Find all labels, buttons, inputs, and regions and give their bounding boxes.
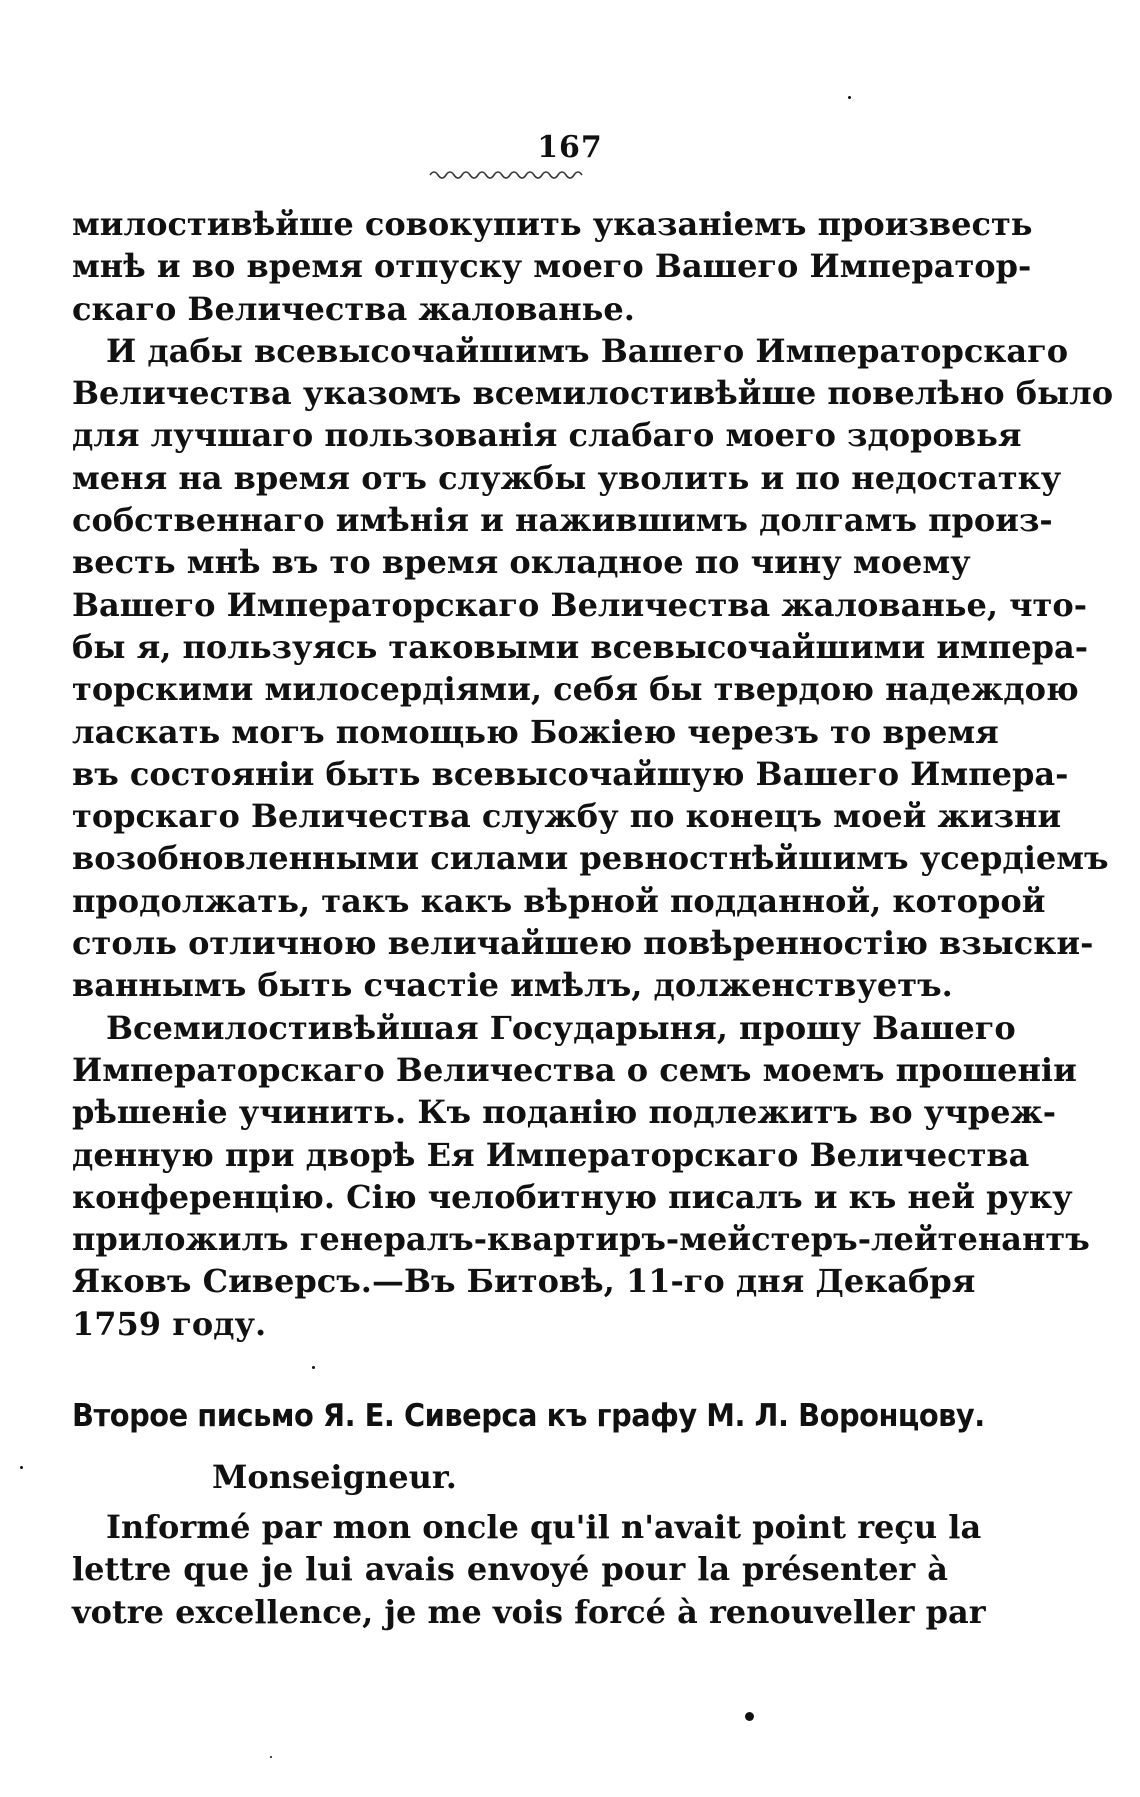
text-line: денную при дворѣ Ея Императорскаго Величества [72, 1135, 1030, 1174]
text-line: Informé par mon oncle qu'il n'avait point reçu la [106, 1508, 982, 1546]
ink-speck [745, 1712, 754, 1721]
text-line: скаго Величества жалованье. [72, 289, 635, 328]
text-line: для лучшаго пользованія слабаго моего здоровья [72, 416, 1022, 455]
wavy-rule-ornament [428, 168, 584, 182]
text-line: приложилъ генералъ-квартиръ-мейстеръ-лейтенантъ [72, 1220, 1090, 1259]
text-line: Яковъ Сиверсъ.—Въ Битовѣ, 11-го дня Декабря [72, 1262, 976, 1301]
text-line: въ состояніи быть всевысочайшую Вашего Импера- [72, 754, 1069, 793]
text-line: собственнаго имѣнія и нажившимъ долгамъ произ- [72, 501, 1053, 540]
text-line: бы я, пользуясь таковыми всевысочайшими импера- [72, 627, 1089, 666]
text-line: конференцію. Сію челобитную писалъ и къ ней руку [72, 1177, 1073, 1216]
text-line: торскими милосердіями, себя бы твердою надеждою [72, 670, 1079, 709]
text-line: ласкать могъ помощью Божіею черезъ то время [72, 712, 999, 751]
text-line: торскаго Величества службу по конецъ моей жизни [72, 797, 1062, 836]
text-line: милостивѣйше совокупить указаніемъ произвесть [72, 205, 1033, 243]
text-line: Императорскаго Величества о семъ моемъ прошеніи [72, 1050, 1077, 1089]
text-line: меня на время отъ службы уволить и по недостатку [72, 458, 1062, 497]
ink-speck [848, 96, 851, 99]
page-number: 167 [537, 130, 603, 165]
text-line: продолжать, такъ какъ вѣрной подданной, которой [72, 881, 1046, 920]
text-line: Всемилостивѣйшая Государыня, прошу Вашего [106, 1008, 1016, 1047]
french-letter-body [72, 1506, 986, 1633]
text-line: Вашего Императорскаго Величества жалованье, что- [72, 585, 1087, 624]
text-line: 1759 году. [72, 1304, 267, 1343]
text-line: возобновленными силами ревностнѣйшимъ усердіемъ [72, 839, 1109, 878]
text-line: мнѣ и во время отпуску моего Вашего Император- [72, 247, 1032, 286]
section-heading: Второе письмо Я. Е. Сиверса къ графу М. Л. Воронцову. [72, 1398, 985, 1434]
text-line: votre excellence, je me vois forcé à renouveller par [72, 1592, 986, 1631]
text-line: lettre que je lui avais envoyé pour la présenter à [72, 1550, 948, 1589]
salutation: Monseigneur. [212, 1458, 457, 1496]
text-line: ваннымъ быть счастіе имѣлъ, долженствуетъ. [72, 966, 953, 1005]
ink-speck [20, 1466, 23, 1469]
ink-speck [312, 1366, 315, 1369]
text-line: И дабы всевысочайшимъ Вашего Императорскаго [106, 331, 1069, 370]
russian-letter-body [72, 203, 1114, 1345]
text-line: рѣшеніе учинить. Къ поданію подлежитъ во учреж- [72, 1093, 1057, 1132]
ink-speck [270, 1756, 272, 1758]
text-line: столь отличною величайшею повѣренностію взыски- [72, 924, 1094, 963]
text-line: весть мнѣ въ то время окладное по чину моему [72, 543, 971, 582]
text-line: Величества указомъ всемилостивѣйше повелѣно было [72, 374, 1114, 413]
